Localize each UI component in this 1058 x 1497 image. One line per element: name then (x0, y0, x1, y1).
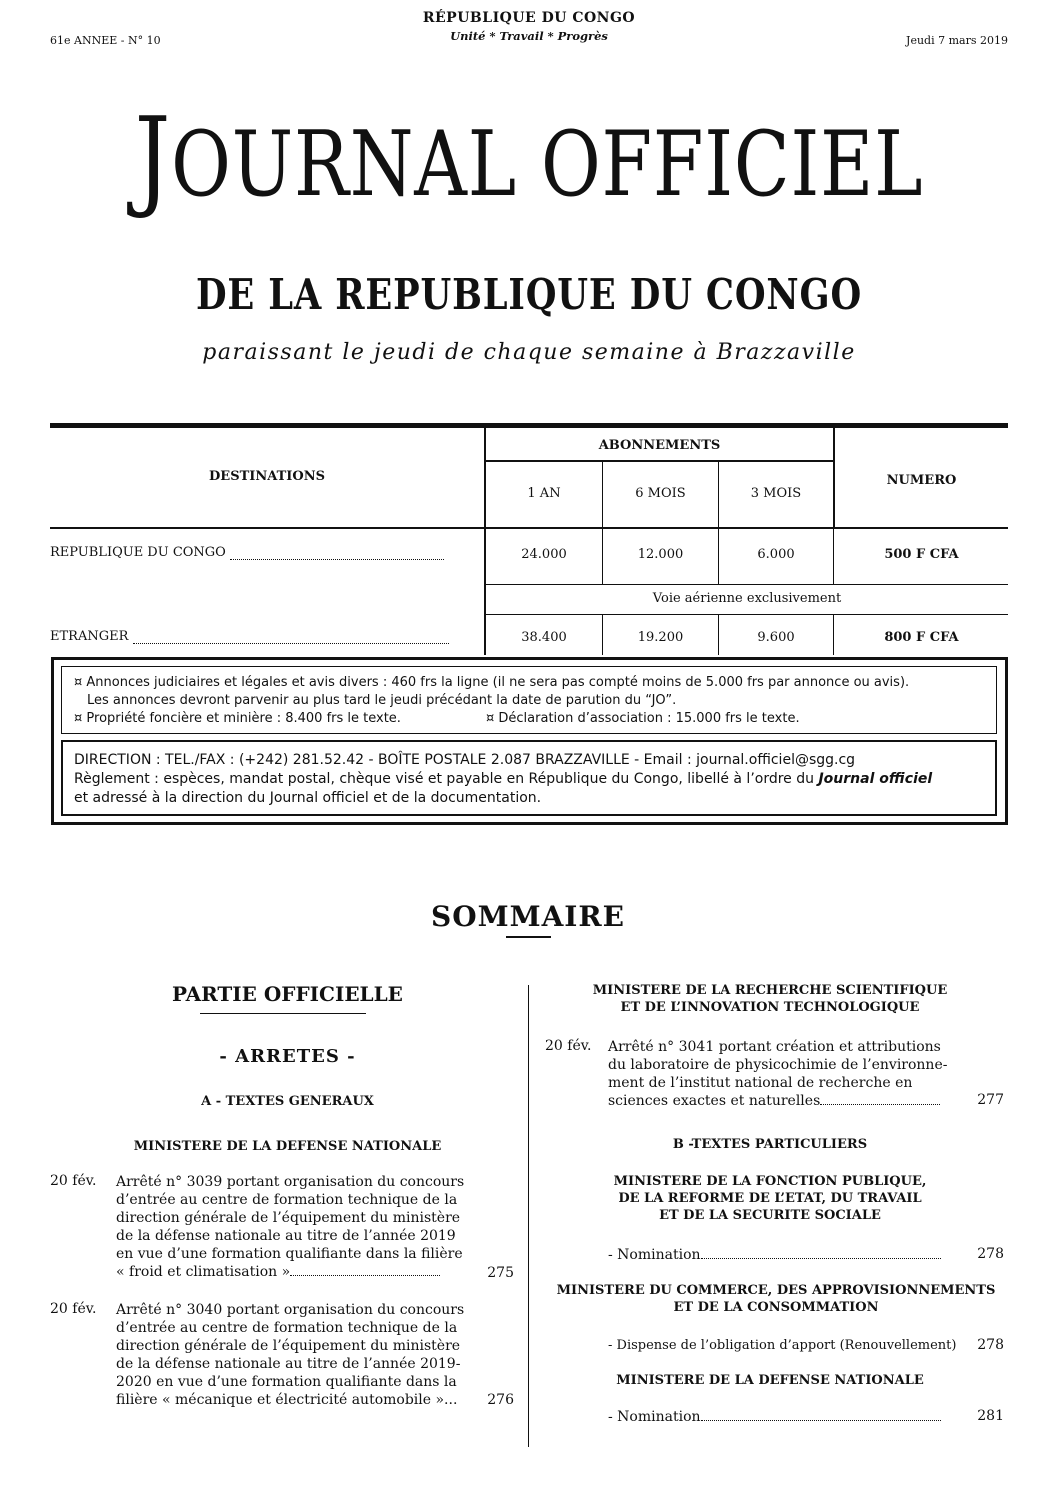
destination-name: REPUBLIQUE DU CONGO (50, 545, 226, 560)
masthead-subtitle: DE LA REPUBLIQUE DU CONGO (195, 270, 863, 319)
table-header-rule (50, 527, 1008, 529)
entry-line-last (116, 1263, 476, 1281)
table-col-divider (833, 614, 834, 655)
dot-leader (701, 1411, 941, 1421)
entry-line: direction générale de l’équipement du ministère (116, 1338, 461, 1354)
rate-1an: 38.400 (521, 630, 567, 645)
masthead-title (124, 93, 934, 221)
country-name: RÉPUBLIQUE DU CONGO (422, 10, 636, 26)
partie-officielle-heading: PARTIE OFFICIELLE (172, 982, 403, 1006)
partie-underline (200, 1013, 366, 1014)
entry-line: Arrêté n° 3040 portant organisation du concours (116, 1302, 465, 1318)
table-of-contents-entry[interactable] (116, 1301, 476, 1409)
entry-line: de la défense nationale au titre de l’année 2019- (116, 1356, 461, 1372)
entry-line: filière « mécanique et électricité automobile »... (116, 1392, 458, 1408)
entry-line: du laboratoire de physicochimie de l’environne- (608, 1057, 948, 1073)
dot-leader (820, 1095, 940, 1105)
air-note: Voie aérienne exclusivement (652, 591, 842, 606)
rate-6mois: 19.200 (637, 630, 684, 645)
ministry-line: MINISTERE DU COMMERCE, DES APPROVISIONNEMENTS (556, 1283, 996, 1298)
national-motto: Unité * Travail * Progrès (450, 29, 608, 43)
destinations-header: DESTINATIONS (209, 469, 325, 484)
ministry-heading (540, 1173, 1000, 1224)
numero-header: NUMERO (886, 473, 957, 488)
table-top-rule (50, 423, 1008, 428)
payment-text: Règlement : espèces, mandat postal, chèque visé et payable en République du Congo, libellé à l’ordre du (74, 771, 819, 787)
issue-date: Jeudi 7 mars 2019 (906, 34, 1008, 47)
table-of-contents-entry[interactable] (608, 1408, 978, 1426)
entry-line: 2020 en vue d’une formation qualifiante dans la (116, 1374, 457, 1390)
section-heading: B -TEXTES PARTICULIERS (672, 1137, 868, 1152)
entry-date: 20 fév. (545, 1038, 592, 1054)
ministry-heading (530, 1282, 1022, 1316)
entry-line: sciences exactes et naturelles (608, 1093, 821, 1109)
ministry-heading: MINISTERE DE LA DEFENSE NATIONALE (616, 1373, 924, 1388)
section-heading: A - TEXTES GENERAUX (201, 1094, 374, 1109)
table-row (50, 629, 460, 644)
table-row (50, 545, 460, 560)
announcement-line: ¤ Déclaration d’association : 15.000 frs le texte. (486, 711, 800, 726)
table-col-divider (833, 527, 834, 584)
dot-leader (230, 550, 444, 560)
rate-3mois: 9.600 (757, 630, 795, 645)
table-of-contents-entry[interactable] (608, 1038, 978, 1110)
direction-address: et adressé à la direction du Journal officiel et de la documentation. (74, 790, 542, 806)
announcement-line: ¤ Annonces judiciaires et légales et avis divers : 460 frs la ligne (il ne sera pas compté moins de 5.000 frs par annonce ou avis). (74, 675, 910, 690)
entry-label: - Nomination (608, 1247, 701, 1263)
page-number: 281 (977, 1408, 1004, 1424)
arretes-heading: - ARRETES - (219, 1046, 356, 1067)
table-of-contents-entry[interactable] (608, 1246, 978, 1264)
column-divider (528, 985, 529, 1447)
ministry-line: ET DE L’INNOVATION TECHNOLOGIQUE (620, 1000, 920, 1015)
rate-6mois: 12.000 (637, 547, 684, 562)
air-note-bottom-rule (484, 614, 1008, 615)
entry-line: direction générale de l’équipement du ministère (116, 1210, 461, 1226)
entry-line-last (608, 1092, 978, 1110)
ministry-line: ET DE LA SECURITE SOCIALE (659, 1208, 881, 1223)
announcement-line: Les annonces devront parvenir au plus tard le jeudi précédant la date de parution du “JO”. (87, 693, 677, 708)
entry-line: Arrêté n° 3039 portant organisation du concours (116, 1174, 465, 1190)
masthead-rest: OURNAL OFFICIEL (171, 112, 924, 217)
page-number: 277 (977, 1092, 1004, 1108)
entry-line: en vue d’une formation qualifiante dans la filière (116, 1246, 463, 1262)
table-of-contents-entry[interactable]: - Dispense de l’obligation d’apport (Renouvellement) (608, 1338, 957, 1353)
direction-contact: DIRECTION : TEL./FAX : (+242) 281.52.42 - BOÎTE POSTALE 2.087 BRAZZAVILLE - Email : journal.officiel@sgg.cg (74, 752, 856, 768)
masthead-initial: J (134, 93, 172, 221)
ministry-line: MINISTERE DE LA FONCTION PUBLIQUE, (613, 1174, 927, 1189)
dot-leader (290, 1266, 440, 1276)
ministry-heading: MINISTERE DE LA DEFENSE NATIONALE (133, 1139, 442, 1154)
entry-label: - Nomination (608, 1409, 701, 1425)
rate-numero: 500 F CFA (884, 547, 959, 562)
page-number: 275 (487, 1265, 514, 1281)
rate-1an: 24.000 (521, 547, 567, 562)
entry-date: 20 fév. (50, 1173, 97, 1189)
entry-line: Arrêté n° 3041 portant création et attributions (608, 1039, 941, 1055)
header-center (329, 10, 729, 43)
sommaire-underline (506, 936, 551, 938)
page-number: 276 (487, 1392, 514, 1408)
entry-line: de la défense nationale au titre de l’année 2019 (116, 1228, 456, 1244)
issue-number: 61e ANNEE - N° 10 (50, 34, 161, 47)
table-col-divider (484, 428, 486, 655)
entry-line: d’entrée au centre de formation technique de la (116, 1192, 458, 1208)
table-of-contents-entry[interactable] (116, 1173, 476, 1281)
period-6mois: 6 MOIS (635, 486, 686, 501)
ministry-line: MINISTERE DE LA RECHERCHE SCIENTIFIQUE (592, 983, 948, 998)
ministry-line: ET DE LA CONSOMMATION (673, 1300, 879, 1315)
sommaire-title: SOMMAIRE (430, 900, 626, 933)
abonnements-header: ABONNEMENTS (598, 438, 721, 453)
period-1an: 1 AN (527, 486, 561, 501)
period-3mois: 3 MOIS (750, 486, 802, 501)
destination-name: ETRANGER (50, 629, 129, 644)
rate-numero: 800 F CFA (884, 630, 959, 645)
direction-payment (74, 770, 994, 788)
page-number: 278 (977, 1246, 1004, 1262)
announcement-line: ¤ Propriété foncière et minière : 8.400 frs le texte. (74, 711, 401, 726)
air-note-top-rule (484, 584, 1008, 585)
rate-3mois: 6.000 (757, 547, 795, 562)
entry-date: 20 fév. (50, 1301, 97, 1317)
entry-line: ment de l’institut national de recherche en (608, 1075, 913, 1091)
page-number: 278 (977, 1337, 1004, 1353)
dot-leader (133, 634, 449, 644)
masthead-tagline: paraissant le jeudi de chaque semaine à Brazzaville (202, 340, 856, 365)
ministry-heading (540, 982, 1000, 1016)
journal-name: Journal officiel (818, 771, 933, 787)
entry-line: « froid et climatisation » (116, 1264, 291, 1280)
dot-leader (701, 1249, 941, 1259)
abonnements-divider (484, 460, 834, 462)
ministry-line: DE LA REFORME DE L’ETAT, DU TRAVAIL (618, 1191, 922, 1206)
entry-line: d’entrée au centre de formation technique de la (116, 1320, 458, 1336)
